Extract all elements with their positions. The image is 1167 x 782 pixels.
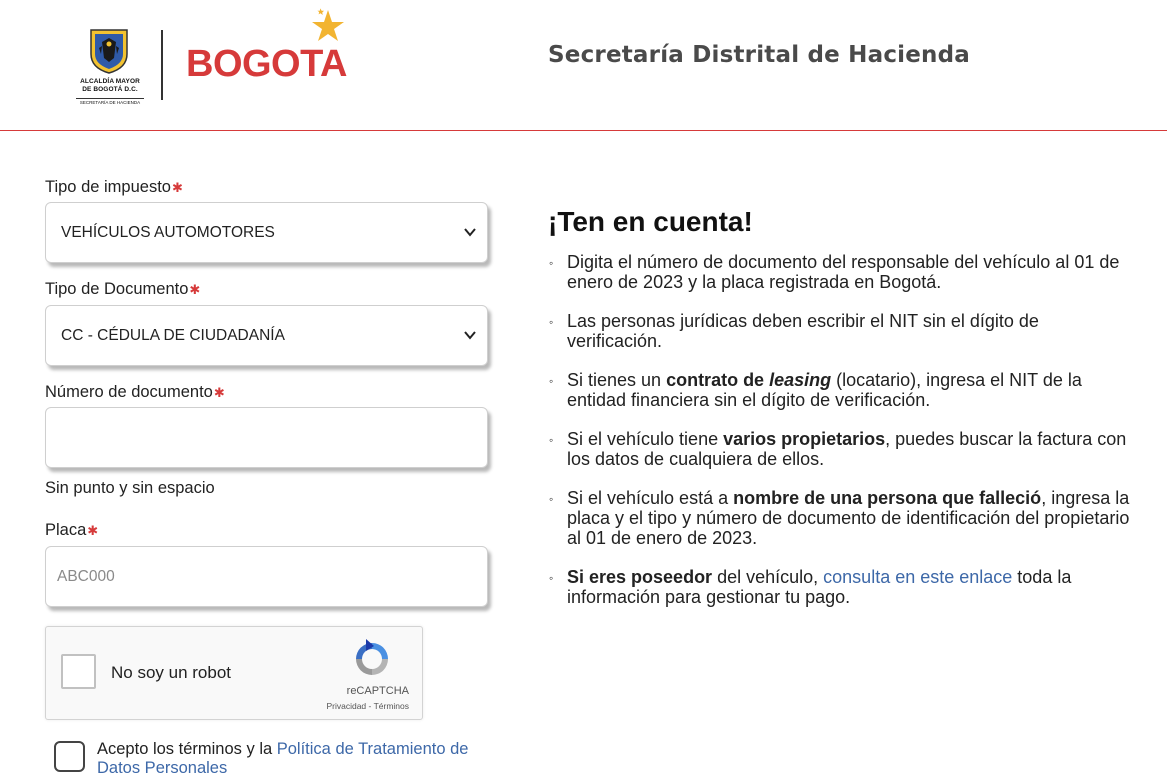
- doc-number-input[interactable]: [45, 407, 488, 468]
- plate-input[interactable]: [45, 546, 488, 607]
- recaptcha-widget: [45, 626, 423, 720]
- doc-number-hint: Sin punto y sin espacio: [45, 479, 215, 497]
- chevron-down-icon: [463, 225, 477, 239]
- recaptcha-links: Privacidad - Términos: [326, 701, 409, 711]
- tax-type-value: VEHÍCULOS AUTOMOTORES: [61, 223, 275, 241]
- required-mark: ✱: [171, 180, 183, 195]
- bogota-logo[interactable]: [182, 8, 352, 92]
- recaptcha-label: No soy un robot: [111, 663, 232, 682]
- doc-type-value: CC - CÉDULA DE CIUDADANÍA: [61, 326, 285, 344]
- recaptcha-privacy-link[interactable]: Privacidad: [326, 701, 367, 711]
- plate-placeholder: ABC000: [57, 567, 115, 585]
- recaptcha-brand: reCAPTCHA: [346, 685, 409, 697]
- required-mark: ✱: [87, 523, 99, 538]
- terms-label: Acepto los términos y la Política de Tratamiento de Datos Personales: [97, 740, 469, 777]
- recaptcha-checkbox[interactable]: [61, 654, 96, 689]
- info-item: ◦ Si eres poseedor del vehículo, consulta en este enlace toda la información para gestionar tu pago.: [549, 567, 1072, 607]
- info-item: ◦ Si tienes un contrato de leasing (locatario), ingresa el NIT de la entidad financiera sin el dígito de verificación.: [549, 370, 1082, 410]
- bullet-icon: ◦: [549, 256, 554, 270]
- info-title: ¡Ten en cuenta!: [548, 206, 753, 237]
- terms-checkbox[interactable]: [54, 741, 85, 772]
- info-item: ◦ Digita el número de documento del responsable del vehículo al 01 de enero de 2023 y la placa registrada en Bogotá.: [549, 252, 1120, 292]
- crest-line-3: SECRETARÍA DE HACIENDA: [76, 98, 144, 106]
- alcaldia-logo[interactable]: [74, 28, 146, 108]
- doc-type-select[interactable]: [45, 305, 488, 366]
- bullet-icon: ◦: [549, 433, 554, 447]
- info-list: [548, 252, 1138, 626]
- chevron-down-icon: [463, 328, 477, 342]
- privacy-policy-link[interactable]: Política de Tratamiento de Datos Personales: [97, 740, 469, 777]
- bogota-wordmark: BOGOTA: [186, 43, 347, 85]
- info-item: ◦ Si el vehículo tiene varios propietarios, puedes buscar la factura con los datos de cualquiera de ellos.: [549, 429, 1127, 469]
- required-mark: ✱: [189, 282, 201, 297]
- logo-divider: [161, 30, 163, 100]
- coat-of-arms-icon: [88, 28, 130, 74]
- info-item: ◦ Si el vehículo está a nombre de una persona que falleció, ingresa la placa y el tipo y número de documento de identificación del propietario al 01 de enero de 2023.: [549, 488, 1130, 548]
- bullet-icon: ◦: [549, 571, 554, 585]
- crest-line-1: ALCALDÍA MAYOR: [80, 78, 140, 85]
- recaptcha-terms-link[interactable]: Términos: [373, 701, 409, 711]
- star-icon: [306, 8, 346, 48]
- bullet-icon: ◦: [549, 315, 554, 329]
- plate-label: Placa✱: [45, 521, 99, 539]
- site-header: [0, 0, 1167, 131]
- poseedor-info-link[interactable]: consulta en este enlace: [823, 567, 1013, 587]
- info-item: ◦ Las personas jurídicas deben escribir el NIT sin el dígito de verificación.: [549, 311, 1039, 351]
- recaptcha-icon: [352, 639, 392, 679]
- crest-line-2: DE BOGOTÁ D.C.: [82, 86, 138, 93]
- tax-type-label: Tipo de impuesto✱: [45, 178, 183, 196]
- doc-number-label: Número de documento✱: [45, 383, 225, 401]
- tax-type-select[interactable]: [45, 202, 488, 263]
- doc-type-label: Tipo de Documento✱: [45, 280, 201, 298]
- org-title: Secretaría Distrital de Hacienda: [548, 42, 971, 68]
- bullet-icon: ◦: [549, 374, 554, 388]
- required-mark: ✱: [213, 385, 225, 400]
- bullet-icon: ◦: [549, 492, 554, 506]
